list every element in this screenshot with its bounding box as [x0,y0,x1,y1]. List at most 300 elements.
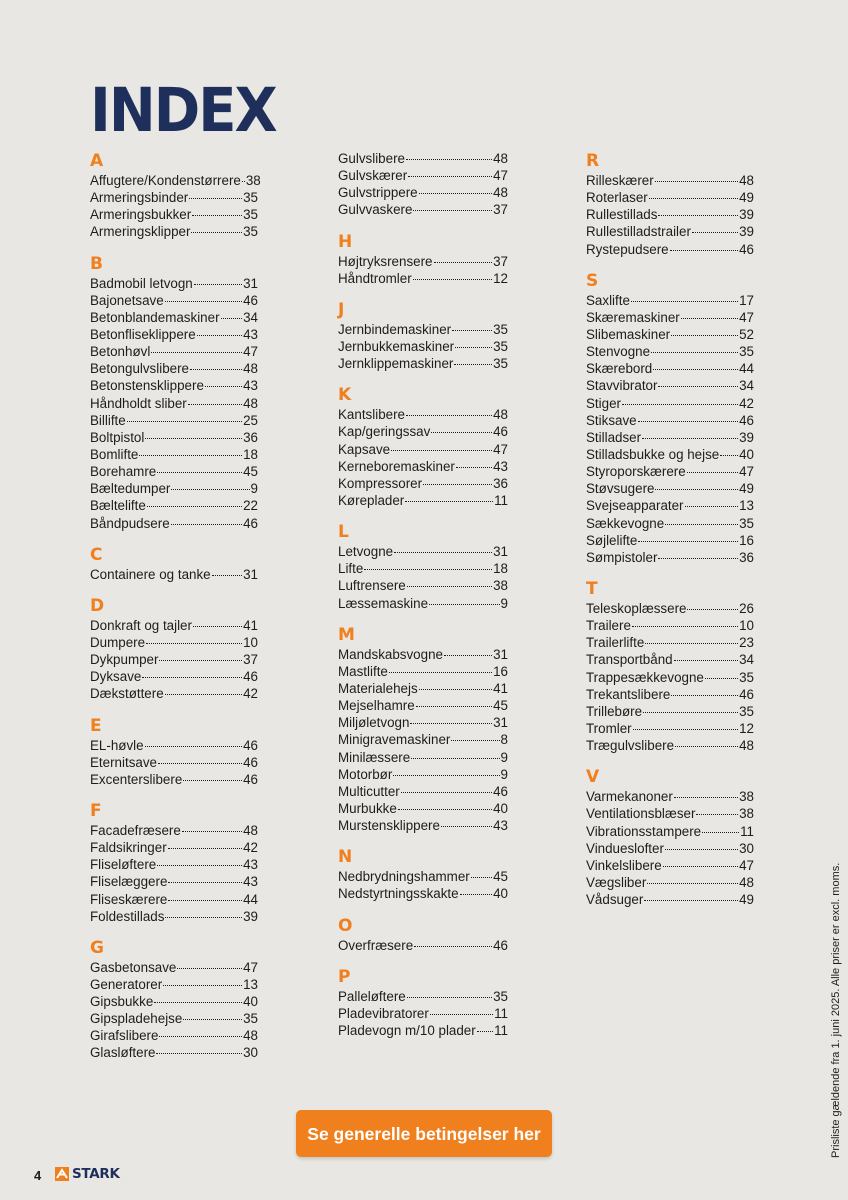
index-entry[interactable] [90,189,258,206]
index-section [338,966,508,1039]
index-entry[interactable] [586,309,754,326]
entry-page: 35 [739,669,754,685]
entry-page: 16 [493,663,508,679]
dot-leader [720,455,738,456]
index-entry[interactable] [338,731,508,748]
index-entry[interactable] [338,800,508,817]
entry-page: 48 [493,151,508,166]
index-entry[interactable] [586,857,754,874]
entry-page: 47 [493,168,508,184]
entry-page: 16 [739,532,754,548]
entry-page: 35 [243,190,258,206]
index-section [90,715,258,788]
index-entry[interactable] [586,360,754,377]
entry-name: Excenterslibere [90,771,183,787]
dot-leader [663,866,738,867]
entry-page: 46 [493,783,508,799]
entry-name: Affugtere/Kondenstørrere [90,173,241,188]
dot-leader [434,262,493,263]
section-letter: D [90,595,105,616]
entry-name: Betonstensklippere [90,378,204,394]
dot-leader [157,472,242,473]
dot-leader [182,831,242,832]
dot-leader [212,575,242,576]
dot-leader [405,501,493,502]
dot-leader [477,1031,493,1032]
entry-page: 48 [739,874,754,890]
index-entry[interactable] [90,292,258,309]
dot-leader [696,814,738,815]
entry-name: Kerneboremaskiner [338,458,455,474]
entry-page: 48 [493,407,508,423]
section-letter: M [338,624,355,645]
section-letter: A [90,151,104,171]
index-entry[interactable] [586,446,754,463]
index-entry[interactable] [586,515,754,532]
entry-page: 31 [493,544,508,560]
terms-button[interactable]: Se generelle betingelser her [296,1110,552,1157]
entry-name: Trailere [586,618,631,634]
dot-leader [687,472,738,473]
dot-leader [419,193,492,194]
entry-page: 44 [739,361,754,377]
entry-name: Køreplader [338,492,405,508]
entry-name: Båndpudsere [90,515,170,531]
entry-page: 43 [243,326,258,342]
index-entry[interactable] [586,703,754,720]
dot-leader [393,775,499,776]
index-entry[interactable] [586,497,754,514]
entry-page: 46 [243,292,258,308]
entry-page: 34 [739,378,754,394]
dot-leader [423,484,492,485]
dot-leader [645,643,738,644]
entry-page: 12 [493,270,508,286]
index-section [90,150,261,241]
dot-leader [429,604,499,605]
index-entry[interactable] [338,595,508,612]
index-entry[interactable] [338,167,508,184]
index-entry[interactable] [338,817,508,834]
index-section [586,270,754,566]
entry-name: Motorbør [338,766,393,782]
index-entry[interactable] [90,480,258,497]
index-entry[interactable] [90,497,258,514]
index-entry[interactable] [90,668,258,685]
dot-leader [681,318,738,319]
entry-page: 46 [243,754,258,770]
entry-page: 48 [243,395,258,411]
index-entry[interactable] [586,823,754,840]
dot-leader [705,678,738,679]
dot-leader [638,421,738,422]
page-title: INDEX [90,75,276,146]
index-entry[interactable] [338,988,508,1005]
entry-name: Pladevogn m/10 plader [338,1022,476,1038]
index-entry[interactable] [90,429,258,446]
dot-leader [151,352,242,353]
dot-leader [413,210,492,211]
index-entry[interactable] [586,377,754,394]
dot-leader [156,1053,242,1054]
index-section [586,766,754,908]
index-entry[interactable] [90,856,258,873]
index-entry[interactable] [90,412,258,429]
index-entry[interactable] [586,651,754,668]
section-letter: H [338,231,353,252]
index-entry[interactable] [338,441,508,458]
index-entry[interactable] [586,241,754,258]
entry-name: Tromler [586,720,632,736]
index-entry[interactable] [90,737,258,754]
entry-page: 43 [243,857,258,873]
dot-leader [168,900,242,901]
section-letter: N [338,847,353,868]
index-entry[interactable] [586,223,754,240]
entry-page: 43 [493,818,508,834]
entry-page: 37 [493,253,508,269]
index-section [338,231,508,287]
entry-page: 9 [250,481,258,497]
entry-page: 10 [739,618,754,634]
index-entry[interactable] [586,891,754,908]
entry-name: Borehamre [90,464,157,480]
index-entry[interactable] [586,326,754,343]
entry-page: 39 [739,429,754,445]
dot-leader [189,198,242,199]
entry-page: 17 [739,292,754,308]
index-entry[interactable] [338,355,508,372]
index-entry[interactable] [90,993,258,1010]
entry-name: Rullestilladstrailer [586,224,691,240]
index-section [338,299,508,372]
entry-name: Bajonetsave [90,292,164,308]
entry-name: Sækkevogne [586,515,665,531]
dot-leader [675,746,738,747]
index-entry[interactable] [90,839,258,856]
entry-name: Miljøletvogn [338,715,410,731]
entry-page: 26 [739,600,754,616]
dot-leader [391,450,492,451]
index-entry[interactable] [338,184,508,201]
entry-page: 46 [493,937,508,953]
index-entry[interactable] [338,680,508,697]
entry-name: Boltpistol [90,429,145,445]
entry-page: 9 [500,766,508,782]
entry-name: Jernbindemaskiner [338,321,452,337]
index-entry[interactable] [90,377,258,394]
index-entry[interactable] [338,783,508,800]
dot-leader [638,541,738,542]
index-entry[interactable] [586,292,754,309]
entry-name: Trailerlifte [586,635,645,651]
entry-name: Fliseløftere [90,857,157,873]
dot-leader [633,729,738,730]
index-entry[interactable] [338,423,508,440]
entry-name: Bæltedumper [90,481,171,497]
entry-name: Bomlifte [90,446,139,462]
index-entry[interactable] [90,908,258,925]
index-entry[interactable] [90,651,258,668]
index-entry[interactable] [338,1005,508,1022]
dot-leader [146,643,242,644]
entry-page: 47 [243,344,258,360]
section-letter: G [90,937,104,958]
entry-page: 46 [243,669,258,685]
entry-page: 30 [243,1045,258,1061]
entry-page: 45 [493,869,508,885]
index-entry[interactable] [338,577,508,594]
index-entry[interactable] [90,395,258,412]
index-entry[interactable] [90,1010,258,1027]
index-entry[interactable] [586,189,754,206]
entry-name: Skærebord [586,361,653,377]
index-entry[interactable] [586,480,754,497]
dot-leader [165,694,242,695]
dot-leader [665,849,738,850]
index-entry[interactable] [586,549,754,566]
index-entry[interactable] [338,321,508,338]
entry-name: Varmekanoner [586,789,673,805]
index-section [338,624,508,835]
entry-page: 11 [494,1005,508,1021]
entry-page: 11 [740,823,754,839]
entry-name: Slibemaskiner [586,326,671,342]
entry-page: 47 [493,441,508,457]
index-entry[interactable] [338,868,508,885]
index-entry[interactable] [338,338,508,355]
index-entry[interactable] [338,475,508,492]
entry-name: Transportbånd [586,652,673,668]
index-entry[interactable] [338,201,508,218]
entry-name: Gasbetonsave [90,959,177,975]
entry-page: 36 [739,549,754,565]
index-entry[interactable] [90,873,258,890]
index-section [586,150,754,258]
dot-leader [653,369,738,370]
index-entry[interactable] [90,309,258,326]
dot-leader [177,968,242,969]
entry-page: 37 [243,652,258,668]
index-entry[interactable] [586,617,754,634]
index-entry[interactable] [90,446,258,463]
entry-page: 42 [243,686,258,702]
entry-page: 30 [739,840,754,856]
entry-page: 40 [493,886,508,902]
index-entry[interactable] [586,686,754,703]
entry-page: 48 [243,1028,258,1044]
entry-name: Armeringsbukker [90,207,192,223]
entry-name: Bæltelifte [90,498,146,514]
stark-logo-icon [55,1167,69,1181]
dot-leader [191,232,242,233]
index-entry[interactable] [586,788,754,805]
index-entry[interactable] [586,737,754,754]
entry-page: 39 [739,224,754,240]
index-entry[interactable] [338,406,508,423]
index-entry[interactable] [90,172,261,189]
entry-page: 38 [245,173,261,188]
index-entry[interactable] [90,1044,258,1061]
entry-name: Glasløftere [90,1045,156,1061]
index-entry[interactable] [586,874,754,891]
entry-name: Sømpistoler [586,549,658,565]
dot-leader [165,917,242,918]
index-entry[interactable] [90,275,258,292]
entry-name: Minilæssere [338,749,411,765]
entry-name: Gulvstrippere [338,185,418,201]
index-entry[interactable] [338,543,508,560]
index-entry[interactable] [90,515,258,532]
index-entry[interactable] [90,343,258,360]
entry-page: 42 [243,840,258,856]
entry-page: 48 [739,738,754,754]
entry-page: 47 [243,959,258,975]
entry-name: EL-høvle [90,737,144,753]
index-column-3 [586,150,754,908]
entry-page: 44 [243,891,258,907]
index-entry[interactable] [90,822,258,839]
index-entry[interactable] [586,600,754,617]
dot-leader [674,797,738,798]
index-entry[interactable] [586,463,754,480]
entry-page: 45 [243,464,258,480]
index-entry[interactable] [338,253,508,270]
index-section [338,915,508,954]
entry-page: 35 [493,321,508,337]
index-entry[interactable] [586,532,754,549]
index-entry[interactable] [338,646,508,663]
dot-leader [364,569,492,570]
index-entry[interactable] [338,458,508,475]
index-entry[interactable] [90,685,258,702]
index-entry[interactable] [338,270,508,287]
entry-name: Roterlaser [586,190,648,206]
entry-name: Fliseskærere [90,891,168,907]
dot-leader [416,706,492,707]
index-entry[interactable] [586,206,754,223]
index-entry[interactable] [586,634,754,651]
index-entry[interactable] [586,805,754,822]
index-entry[interactable] [586,669,754,686]
dot-leader [145,438,242,439]
index-section [338,521,508,612]
index-entry[interactable] [90,360,258,377]
dot-leader [158,763,242,764]
entry-name: Eternitsave [90,754,157,770]
index-entry[interactable] [90,223,258,240]
entry-name: Kompressorer [338,475,423,491]
entry-name: Betonhøvl [90,344,151,360]
dot-leader [414,946,492,947]
index-entry[interactable] [90,463,258,480]
index-entry[interactable] [338,663,508,680]
dot-leader [205,386,242,387]
index-entry[interactable] [586,429,754,446]
index-entry[interactable] [586,840,754,857]
entry-page: 35 [243,1011,258,1027]
index-entry[interactable] [338,1022,508,1039]
entry-name: Styroporskærere [586,464,686,480]
dot-leader [651,352,738,353]
index-entry[interactable] [586,343,754,360]
dot-leader [147,506,242,507]
index-entry[interactable] [90,206,258,223]
index-entry[interactable] [586,720,754,737]
index-entry[interactable] [90,326,258,343]
entry-name: Stiger [586,395,621,411]
entry-page: 31 [493,715,508,731]
dot-leader [441,826,492,827]
entry-page: 41 [493,680,508,696]
dot-leader [168,848,242,849]
index-entry[interactable] [90,1027,258,1044]
entry-name: Dumpere [90,634,146,650]
index-entry[interactable] [90,634,258,651]
index-entry[interactable] [90,754,258,771]
index-entry[interactable] [90,617,258,634]
index-entry[interactable] [338,749,508,766]
index-entry[interactable] [586,395,754,412]
index-entry[interactable] [338,150,508,167]
index-entry[interactable] [338,766,508,783]
entry-page: 48 [243,361,258,377]
entry-page: 8 [500,732,508,748]
index-entry[interactable] [90,976,258,993]
entry-name: Håndtromler [338,270,412,286]
dot-leader [183,1019,242,1020]
entry-name: Teleskoplæssere [586,600,687,616]
index-entry[interactable] [338,937,508,954]
index-entry[interactable] [338,492,508,509]
dot-leader [406,159,492,160]
index-entry[interactable] [90,959,258,976]
dot-leader [139,455,242,456]
entry-page: 31 [243,566,258,582]
dot-leader [408,176,492,177]
index-section [90,544,258,583]
index-entry[interactable] [90,771,258,788]
dot-leader [471,877,492,878]
entry-page: 22 [243,498,258,514]
index-entry[interactable] [586,172,754,189]
entry-page: 46 [739,412,754,428]
index-entry[interactable] [586,412,754,429]
index-entry[interactable] [338,560,508,577]
dot-leader [157,865,242,866]
section-letter: K [338,385,352,406]
entry-name: Trekantslibere [586,686,671,702]
index-entry[interactable] [338,714,508,731]
entry-name: Facadefræsere [90,822,181,838]
entry-name: Gulvslibere [338,151,405,166]
index-entry[interactable] [338,885,508,902]
index-entry[interactable] [90,891,258,908]
entry-page: 49 [739,190,754,206]
entry-page: 11 [494,1022,508,1038]
entry-name: Saxlifte [586,292,630,308]
entry-page: 35 [493,356,508,372]
dot-leader [406,415,492,416]
index-section [586,578,754,754]
entry-name: Foldestillads [90,908,165,924]
index-entry[interactable] [90,566,258,583]
dot-leader [410,723,492,724]
index-entry[interactable] [338,697,508,714]
entry-page: 36 [243,429,258,445]
dot-leader [389,672,492,673]
dot-leader [419,689,492,690]
